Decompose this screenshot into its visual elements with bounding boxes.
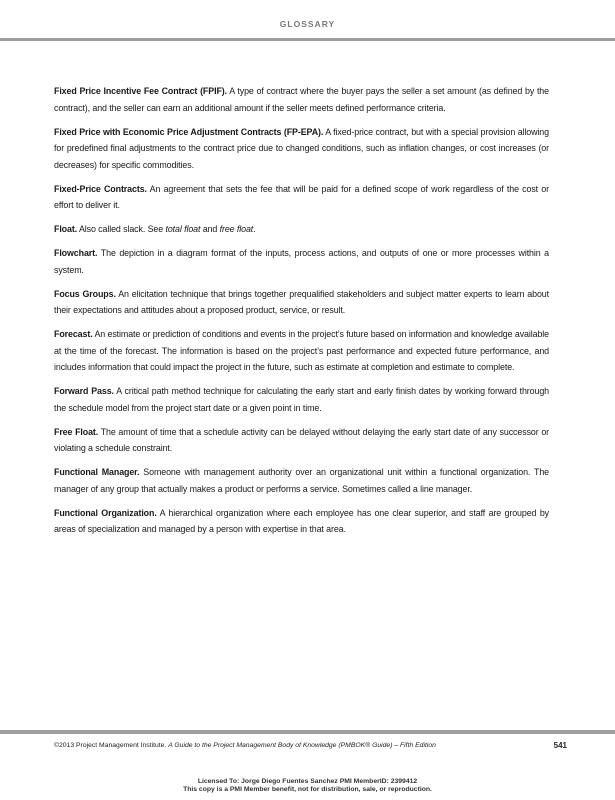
entry-term: Functional Manager. [54,467,140,477]
entry-term: Fixed-Price Contracts. [54,183,147,194]
entry-definition-connector: and [200,224,220,234]
glossary-entry-functional-manager [54,464,549,497]
copyright-text: ©2013 Project Management Institute. [54,742,169,749]
glossary-entry-fp-epa [54,124,549,174]
glossary-entry-fpif [54,83,549,116]
entry-definition: A fixed-price contract, but with a special provision allowing for predefined final adjustments to the contract price due to changed conditions, such as inflation changes, or cost increases (or decreases) for specific commodities. [54,126,549,170]
entry-definition: Also called slack. See [77,224,166,234]
entry-definition: An agreement that sets the fee that will be paid for a defined scope of work regardless of the cost or effort to deliver it. [54,183,549,210]
entry-term: Flowchart. [54,248,98,258]
glossary-entry-free-float [54,424,549,457]
entry-term: Fixed Price Incentive Fee Contract (FPIF). [54,86,227,96]
cross-reference-free-float: free float [219,224,254,234]
book-title: A Guide to the Project Management Body of Knowledge (PMBOK® Guide) – Fifth Edition [168,742,436,749]
glossary-entry-focus-groups [54,286,549,319]
entry-definition: The depiction in a diagram format of the inputs, process actions, and outputs of one or more processes within a system. [54,248,549,275]
entry-definition: An elicitation technique that brings together prequalified stakeholders and subject matter experts to learn about their expectations and attitudes about a proposed product, service, or result. [54,288,549,315]
section-title: GLOSSARY [279,19,336,29]
footer-copyright [54,742,436,749]
entry-definition: An estimate or prediction of conditions and events in the project’s future based on information and knowledge available at the time of the forecast. The information is based on the project’s past performance and expected future performance, and includes information that could impact the project in the future, such as estimate at completion and estimate to complete. [54,329,549,372]
entry-definition: A critical path method technique for calculating the early start and early finish dates by working forward through the schedule model from the project start date or a given point in time. [54,386,549,413]
glossary-entry-forward-pass [54,383,549,416]
header-divider [0,38,615,41]
page-number: 541 [553,741,567,750]
entry-term: Fixed Price with Economic Price Adjustment Contracts (FP-EPA). [54,126,324,137]
glossary-entry-flowchart [54,245,549,278]
page-header [0,0,615,44]
cross-reference-total-float: total float [165,224,201,234]
entry-term: Functional Organization. [54,507,157,518]
entry-definition: A type of contract where the buyer pays the seller a set amount (as defined by the contract), and the seller can earn an additional amount if the seller meets defined performance criteria. [54,86,549,113]
glossary-content [54,83,549,545]
entry-term: Focus Groups. [54,288,116,299]
license-notice [0,778,615,793]
entry-term: Forward Pass. [54,386,114,396]
entry-definition: A hierarchical organization where each employee has one clear superior, and staff are grouped by areas of specialization and managed by a person with expertise in that area. [54,507,549,534]
entry-term: Forecast. [54,329,93,339]
license-line-2: This copy is a PMI Member benefit, not for distribution, sale, or reproduction. [183,785,432,793]
license-line-1: Licensed To: Jorge Diego Fuentes Sanchez PMI MemberID: 2399412 [197,778,418,785]
entry-term: Float. [54,224,78,234]
entry-definition: The amount of time that a schedule activity can be delayed without delaying the early start date of any successor or violating a schedule constraint. [54,426,550,453]
footer-divider [0,730,615,734]
glossary-entry-forecast [54,326,549,376]
glossary-entry-fixed-price-contracts [54,181,549,214]
entry-definition: Someone with management authority over an organizational unit within a functional organization. The manager of any group that actually makes a product or performs a service. Sometimes called a line manager. [54,467,550,494]
entry-definition-end: . [253,224,256,234]
glossary-entry-float [54,221,549,238]
glossary-entry-functional-organization [54,505,549,538]
entry-term: Free Float. [54,426,99,437]
